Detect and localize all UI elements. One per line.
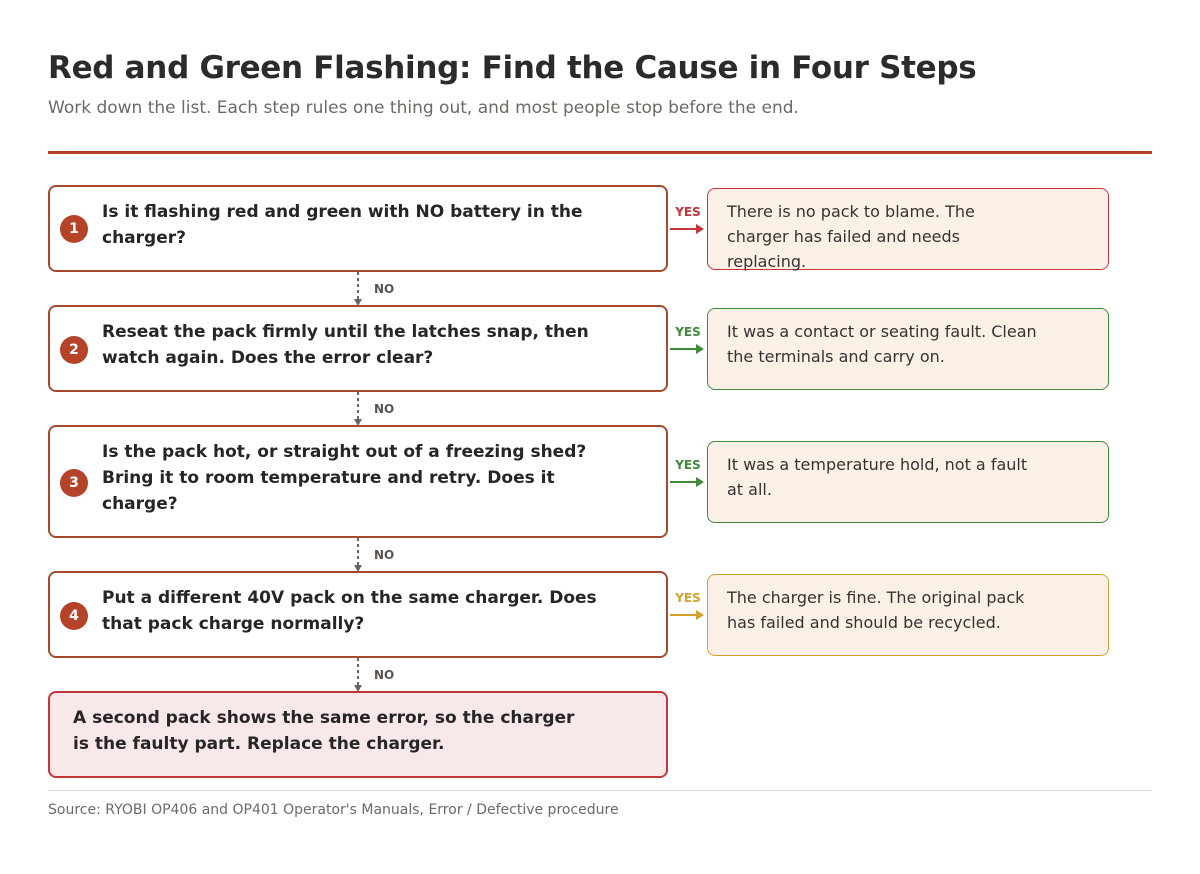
no-label: NO <box>374 282 395 296</box>
step-3-box <box>48 425 668 538</box>
final-result-box <box>48 691 668 778</box>
step-4-box <box>48 571 668 658</box>
step-1-number-badge: 1 <box>60 215 88 243</box>
step-2-number-badge: 2 <box>60 336 88 364</box>
step-2-yes-label: YES <box>675 325 701 339</box>
step-1-question: Is it flashing red and green with NO battery in the charger? <box>102 202 583 248</box>
down-arrow-icon <box>351 538 365 572</box>
source-note: Source: RYOBI OP406 and OP401 Operator's Manuals, Error / Defective procedure <box>48 802 619 818</box>
step-3-number-badge: 3 <box>60 469 88 497</box>
step-3-question: Is the pack hot, or straight out of a freezing shed? Bring it to room temperature and retry. Does it charge? <box>102 442 587 514</box>
down-arrow-icon <box>351 392 365 426</box>
step-3-outcome-box <box>707 441 1109 523</box>
step-3-yes-arrow-icon <box>670 476 704 488</box>
step-1-box <box>48 185 668 272</box>
step-1-yes-label: YES <box>675 205 701 219</box>
step-4-number-badge: 4 <box>60 602 88 630</box>
step-4-yes-label: YES <box>675 591 701 605</box>
step-1-outcome: There is no pack to blame. The charger has failed and needs replacing. <box>727 202 975 271</box>
title-divider <box>48 151 1152 154</box>
step-1-yes-arrow-icon <box>670 223 704 235</box>
final-result-text: A second pack shows the same error, so the charger is the faulty part. Replace the charger. <box>73 708 575 754</box>
down-arrow-icon <box>351 272 365 306</box>
step-1-outcome-box <box>707 188 1109 270</box>
step-4-outcome: The charger is fine. The original pack has failed and should be recycled. <box>727 588 1025 632</box>
step-3-outcome: It was a temperature hold, not a fault at all. <box>727 455 1028 499</box>
step-2-outcome: It was a contact or seating fault. Clean the terminals and carry on. <box>727 322 1037 366</box>
step-2-box <box>48 305 668 392</box>
footer-divider <box>48 790 1152 791</box>
down-arrow-icon <box>351 658 365 692</box>
step-2-outcome-box <box>707 308 1109 390</box>
step-4-outcome-box <box>707 574 1109 656</box>
step-4-yes-arrow-icon <box>670 609 704 621</box>
page-subtitle: Work down the list. Each step rules one thing out, and most people stop before the end. <box>48 98 799 118</box>
step-3-yes-label: YES <box>675 458 701 472</box>
page-title: Red and Green Flashing: Find the Cause in Four Steps <box>48 50 977 86</box>
step-4-question: Put a different 40V pack on the same charger. Does that pack charge normally? <box>102 588 597 634</box>
step-2-question: Reseat the pack firmly until the latches snap, then watch again. Does the error clear? <box>102 322 589 368</box>
step-2-yes-arrow-icon <box>670 343 704 355</box>
no-label: NO <box>374 402 395 416</box>
no-label: NO <box>374 548 395 562</box>
no-label: NO <box>374 668 395 682</box>
